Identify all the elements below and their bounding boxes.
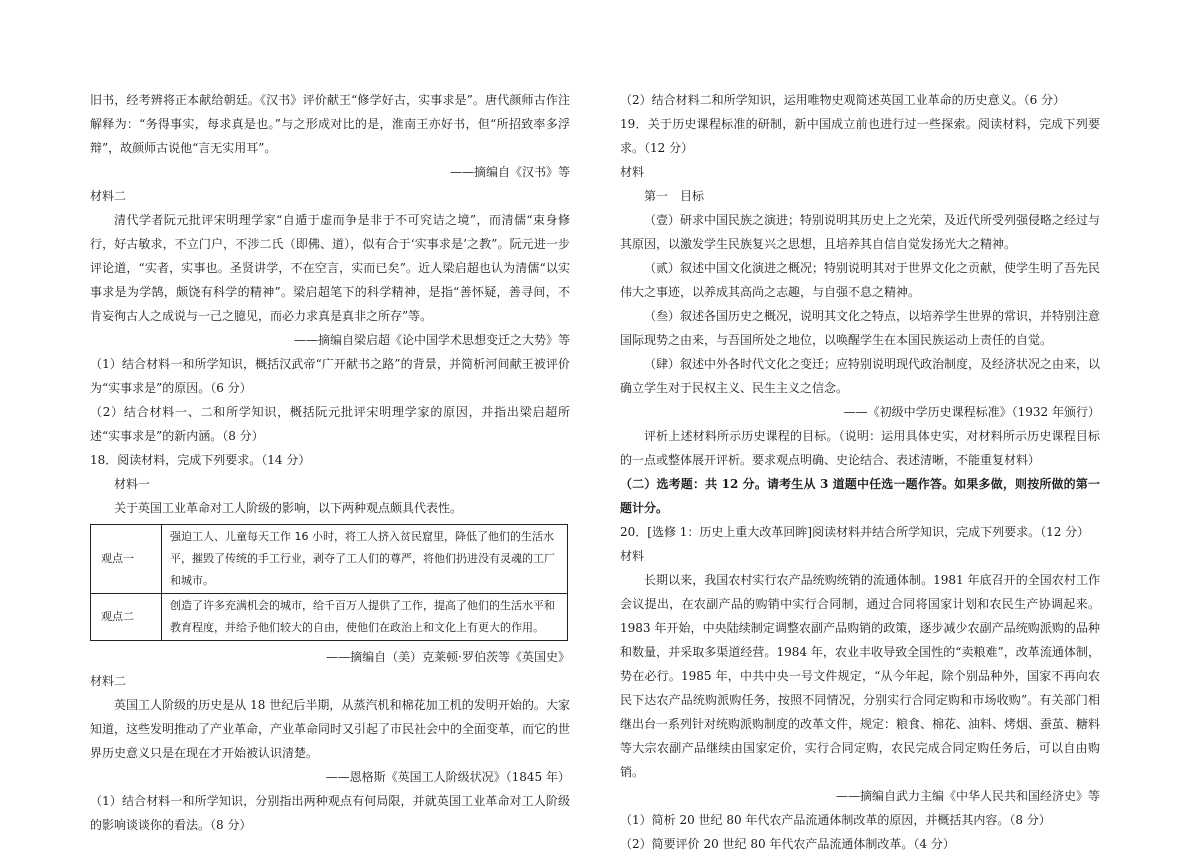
material-title: 材料二 [90,189,127,203]
left-column [90,88,570,837]
viewpoint-head: 观点一 [91,525,162,594]
source-line: ——《初级中学历史课程标准》（1932 年颁行） [843,405,1100,419]
table-row [91,594,568,641]
material-title: 材料一 [114,477,151,491]
question-20-1: （1）简析 20 世纪 80 年代农产品流通体制改革的原因，并概括其内容。（8 分） [620,813,1051,827]
material-title: 材料 [620,549,645,563]
material-title: 材料二 [90,674,127,688]
goal-item: （贰）叙述中国文化演进之概况；特别说明其对于世界文化之贡献，使学生明了吾先民伟大之事迹，以养成其高尚之志趣，与自强不息之精神。 [620,261,1101,299]
source-line: ——摘编自梁启超《论中国学术思想变迁之大势》等 [293,333,570,347]
material-intro: 关于英国工业革命对工人阶级的影响，以下两种观点颇具代表性。 [114,501,463,515]
question-19-title: 19．关于历史课程标准的研制，新中国成立前也进行过一些探索。阅读材料，完成下列要求。（12 分） [620,117,1100,155]
goal-item: （壹）研求中国民族之演进；特别说明其历史上之光荣，及近代所受列强侵略之经过与其原因，以激发学生民族复兴之思想，且培养其自信自觉发扬光大之精神。 [620,213,1101,251]
question-20-title: 20．[选修 1：历史上重大改革回眸]阅读材料并结合所学知识，完成下列要求。（12 分） [620,525,1090,539]
material-text: 长期以来，我国农村实行农产品统购统销的流通体制。1981 年底召开的全国农村工作会议提出，在农副产品的购销中实行合同制，通过合同将国家计划和农民生产协调起来。1983 年开始，中央陆续制定调整农副产品购销的政策，逐步减少农副产品统购派购的品种和数量，并采取多渠道经营。1984 年，农业丰收导致全国性的“卖粮难”，改革流通体制，势在必行。1985 年，中共中央一号文件规定，“从今年起，除个别品种外，国家不再向农民下达农产品统购派购任务，按照不同情况，分别实行合同定购和市场收购”。有关部门相继出台一系列针对统购派购制度的改革文件，规定：粮食、棉花、油料、烤烟、蚕茧、糖料等大宗农副产品继续由国家定价，实行合同定购，农民完成合同定购任务后，可以自由购销。 [620,573,1101,779]
source-line: ——摘编自《汉书》等 [449,165,570,179]
source-line: ——摘编自武力主编《中华人民共和国经济史》等 [835,789,1100,803]
question-19-task: 评析上述材料所示历史课程的目标。（说明：运用具体史实，对材料所示历史课程目标的一点或整体展开评析。要求观点明确、史论结合、表述清晰，不能重复材料） [620,429,1100,467]
material-two-text: 英国工人阶级的历史是从 18 世纪后半期，从蒸汽机和棉花加工机的发明开始的。大家知道，这些发明推动了产业革命，产业革命同时又引起了市民社会中的全面变革，而它的世界历史意义只是在现在才开始被认识清楚。 [90,698,571,760]
table-row [91,525,568,594]
material-title: 材料 [620,165,645,179]
question-18-2: （2）结合材料二和所学知识，运用唯物史观简述英国工业革命的历史意义。（6 分） [620,93,1066,107]
viewpoint-head: 观点二 [91,594,162,641]
goal-item: （肆）叙述中外各时代文化之变迁；应特别说明现代政治制度，及经济状况之由来，以确立学生对于民权主义、民生主义之信念。 [620,357,1101,395]
viewpoints-table [90,524,568,641]
section-heading: （二）选考题：共 12 分。请考生从 3 道题中任选一题作答。如果多做，则按所做的第一题计分。 [620,477,1100,515]
question-20-2: （2）简要评价 20 世纪 80 年代农产品流通体制改革。（4 分） [620,837,955,851]
question-18-1: （1）结合材料一和所学知识，分别指出两种观点有何局限，并就英国工业革命对工人阶级的影响谈谈你的看法。（8 分） [90,794,570,832]
material-one-continued: 旧书，经考辨将正本献给朝廷。《汉书》评价献王“修学好古，实事求是”。唐代颜师古作注解释为：“务得事实，每求真是也。”与之形成对比的是，淮南王亦好书，但“所招致率多浮辩”，故颜师古说他“言无实用耳”。 [90,93,570,155]
goal-heading: 第一 目标 [644,189,705,203]
source-line: ——摘编自（美）克莱顿·罗伯茨等《英国史》 [326,650,570,664]
viewpoint-text: 强迫工人、儿童每天工作 16 小时，将工人挤入贫民窟里，降低了他们的生活水平，摧毁了传统的手工行业，剥夺了工人们的尊严，将他们扔进没有灵魂的工厂和城市。 [162,525,568,594]
material-two-text: 清代学者阮元批评宋明理学家“自遁于虚而争是非于不可究诘之境”，而清儒“束身修行，好古敏求，不立门户，不涉二氏（即佛、道），似有合于‘实事求是’之教”。阮元进一步评论道，“实者，实事也。圣贤讲学，不在空言，实而已矣”。近人梁启超也认为清儒“以实事求是为学鹄，颇饶有科学的精神”。梁启超笔下的科学精神，是指“善怀疑，善寻间，不肯妄徇古人之成说与一己之臆见，而必力求真是真非之所存”等。 [90,213,570,323]
goal-item: （叁）叙述各国历史之概况，说明其文化之特点，以培养学生世界的常识，并特别注意国际现势之由来，与吾国所处之地位，以唤醒学生在本国民族运动上责任的自觉。 [620,309,1101,347]
right-column [620,88,1100,856]
question-17-1: （1）结合材料一和所学知识，概括汉武帝“广开献书之路”的背景，并简析河间献王被评价为“实事求是”的原因。（6 分） [90,357,570,395]
viewpoint-text: 创造了许多充满机会的城市，给千百万人提供了工作，提高了他们的生活水平和教育程度，并给予他们较大的自由，使他们在政治上和文化上有更大的作用。 [162,594,568,641]
question-17-2: （2）结合材料一、二和所学知识，概括阮元批评宋明理学家的原因，并指出梁启超所述“实事求是”的新内涵。（8 分） [90,405,570,443]
source-line: ——恩格斯《英国工人阶级状况》（1845 年） [325,770,570,784]
question-18-title: 18．阅读材料，完成下列要求。（14 分） [90,453,311,467]
